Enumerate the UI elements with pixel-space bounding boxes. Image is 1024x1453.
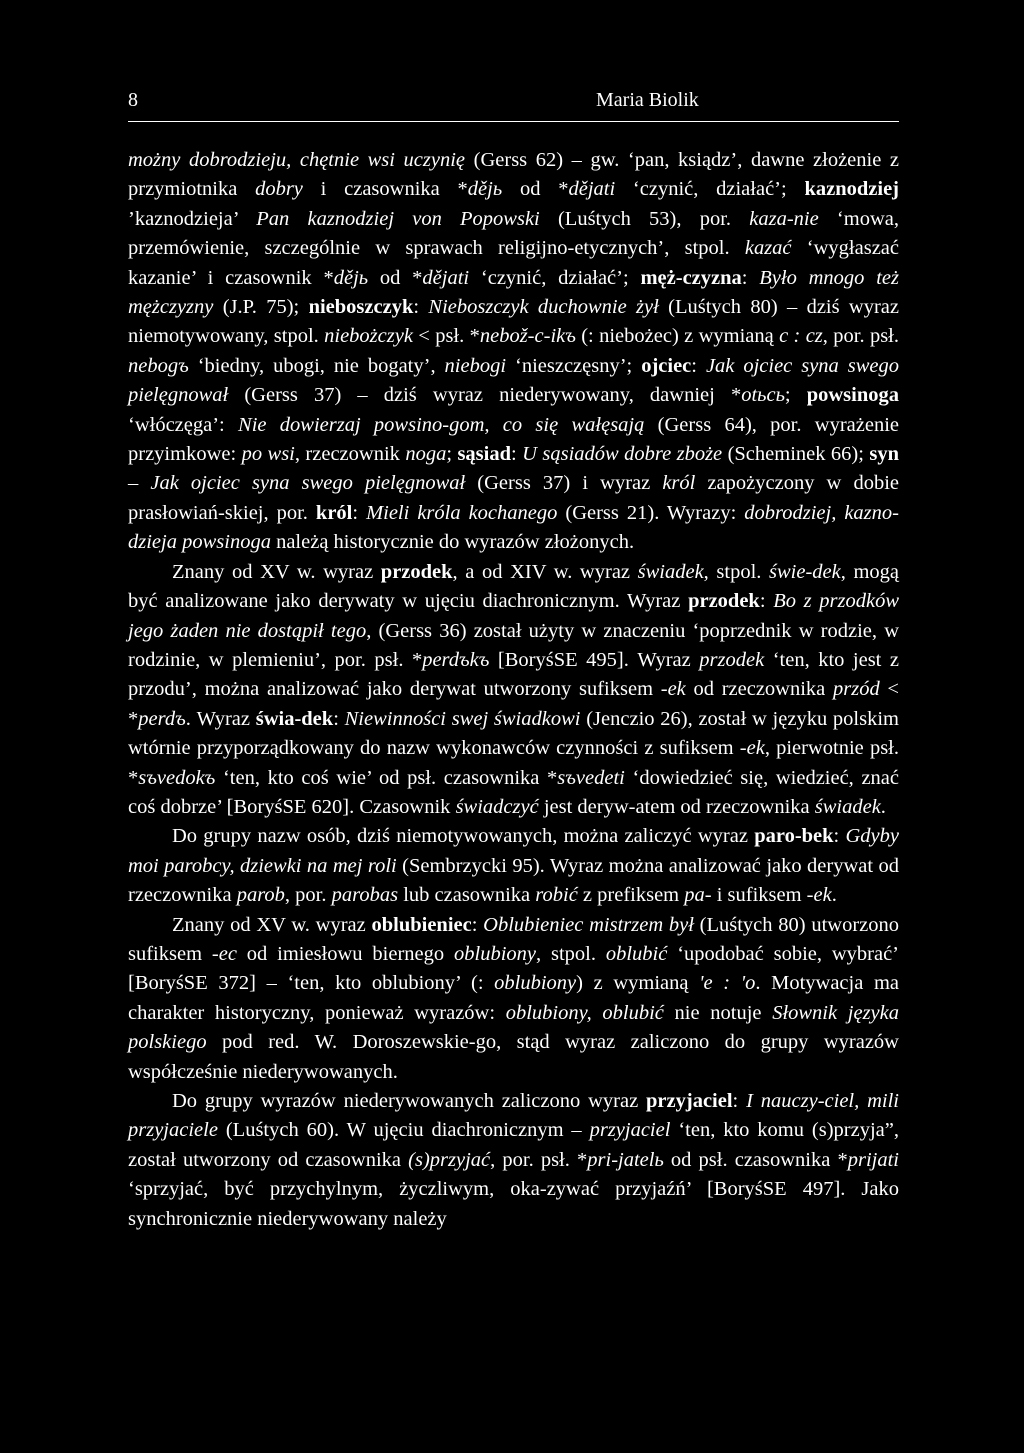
- italic-run: Oblubieniec mistrzem był: [483, 913, 694, 936]
- text-run: :: [511, 443, 523, 466]
- running-head-author: Maria Biolik: [596, 89, 699, 111]
- text-run: . Wyraz: [185, 707, 256, 730]
- text-run: :: [352, 501, 367, 524]
- text-run: :: [333, 707, 345, 730]
- text-run: ‘dowiedzieć się, wiedzieć, znać coś dobrze’ [BoryśSE 620]. Czasownik: [128, 766, 899, 818]
- italic-run: świadczyć: [455, 795, 539, 818]
- italic-run: nebogъ: [128, 354, 189, 377]
- paragraph: [128, 911, 899, 1087]
- text-run: ‘ten, kto komu (s)przyja”, został utworzony od czasownika: [128, 1119, 899, 1171]
- text-run: (Jenczio 26), został w języku polskim wtórnie przyporządkowany do nazw wykonawców czynności z sufiksem: [128, 707, 899, 760]
- italic-run: -ek: [806, 884, 832, 907]
- text-run: Znany od XV w. wyraz: [172, 913, 372, 936]
- bold-run: król: [315, 501, 353, 524]
- italic-run: prijati: [847, 1148, 899, 1171]
- bold-run: nieboszczyk: [308, 296, 414, 319]
- italic-run: Nieboszczyk duchownie żył: [428, 296, 659, 319]
- text-run: (Sembrzycki 95). Wyraz można analizować jako derywat od rzeczownika: [128, 854, 899, 907]
- text-run: lub czasownika: [398, 884, 536, 907]
- italic-run: świadek: [814, 795, 881, 818]
- text-run: (Luśtych 80) – dziś wyraz niemotywowany, stpol.: [128, 296, 899, 348]
- text-run: .: [831, 884, 837, 907]
- italic-run: oblubiony: [494, 972, 577, 995]
- text-run: ‘czynić, działać’;: [615, 178, 805, 201]
- text-run: :: [413, 296, 429, 319]
- italic-run: niebożczyk: [324, 325, 413, 348]
- text-run: :: [759, 590, 774, 613]
- bold-run: przodek: [688, 590, 760, 613]
- text-run: ‘wygłaszać kazanie’ i czasownik *: [128, 237, 899, 289]
- text-run: nie notuje: [663, 1001, 773, 1024]
- text-run: < *: [128, 678, 899, 730]
- text-run: (Gerss 21). Wyrazy:: [557, 501, 745, 524]
- paragraph: [128, 822, 899, 910]
- italic-run: świe-dek: [769, 560, 841, 583]
- text-run: , por. psł. *: [490, 1148, 588, 1171]
- italic-run: -ek: [739, 737, 765, 760]
- text-run: pod red. W. Doroszewskie-go, stąd wyraz zaliczono do grupy wyrazów współcześnie niederywowanych.: [128, 1031, 899, 1083]
- italic-run: dobry: [255, 178, 303, 201]
- italic-run: Niewinności swej świadkowi: [344, 707, 581, 730]
- italic-run: Mieli króla kochanego: [366, 501, 558, 524]
- header-rule: [128, 121, 899, 122]
- text-run: –: [128, 472, 151, 495]
- italic-run: Słownik języka polskiego: [128, 1001, 899, 1054]
- bold-run: sąsiad: [457, 443, 512, 466]
- italic-run: kazać: [744, 237, 792, 260]
- italic-run: nebož-c-ikъ: [479, 325, 576, 348]
- italic-run: robić: [535, 884, 578, 907]
- text-run: .: [880, 795, 886, 818]
- italic-run: możny dobrodzieju, chętnie wsi uczynię: [128, 149, 466, 171]
- text-run: zapożyczony w dobie prasłowiań-skiej, por.: [128, 472, 900, 524]
- italic-run: kaza-nie: [749, 207, 819, 230]
- paragraph: [128, 1087, 899, 1234]
- italic-run: perdъ: [138, 707, 186, 730]
- italic-run: Bo z przodków jego żaden nie dostąpił tego: [128, 590, 900, 642]
- bold-run: powsinoga: [806, 384, 899, 407]
- text-run: (: niebożec) z wymianą: [575, 325, 780, 348]
- italic-run: pa-: [684, 884, 712, 907]
- italic-run: -ec: [211, 942, 237, 965]
- bold-run: kaznodziej: [804, 178, 899, 201]
- italic-run: Było mnogo też mężczyzny: [128, 266, 899, 319]
- italic-run: noga: [405, 443, 447, 466]
- italic-run: świadek: [637, 560, 704, 583]
- italic-run: I nauczy-ciel, mili przyjaciele: [128, 1090, 899, 1142]
- bold-run: przodek: [380, 560, 453, 583]
- italic-run: przód: [833, 678, 880, 701]
- text-run: od psł. czasownika *: [663, 1148, 848, 1171]
- bold-run: paro-bek: [754, 825, 834, 848]
- text-run: (Luśtych 53), por.: [539, 207, 750, 230]
- body-text: [128, 146, 899, 1234]
- text-run: ‘biedny, ubogi, nie bogaty’,: [188, 354, 445, 377]
- italic-run: przyjaciel: [589, 1119, 671, 1142]
- text-run: . Motywacja ma charakter historyczny, ponieważ wyrazów:: [128, 972, 899, 1024]
- italic-run: Gdyby moi parobcy, dziewki na mej roli: [128, 825, 900, 877]
- text-run: , a od XIV w. wyraz: [452, 560, 638, 583]
- text-run: (Gerss 64), por. wyrażenie przyimkowe:: [128, 413, 899, 466]
- bold-run: męż-czyzna: [640, 266, 742, 289]
- text-run: Znany od XV w. wyraz: [172, 560, 381, 583]
- italic-run: c : cz: [779, 325, 823, 348]
- text-run: od imiesłowu biernego: [236, 942, 454, 965]
- paragraph: [128, 558, 899, 823]
- text-run: i czasownika *: [302, 178, 468, 201]
- italic-run: dějь: [333, 266, 369, 289]
- italic-run: król: [662, 472, 696, 495]
- text-run: (Luśtych 60). W ujęciu diachronicznym –: [217, 1119, 590, 1142]
- text-run: jest deryw-atem od rzeczownika: [538, 795, 815, 818]
- text-run: należą historycznie do wyrazów złożonych.: [270, 531, 635, 554]
- text-run: z prefiksem: [577, 884, 685, 907]
- italic-run: dějati: [568, 178, 616, 201]
- italic-run: Nie dowierzaj powsino-gom, co się wałęsają: [238, 413, 645, 436]
- text-run: ‘czynić, działać’;: [469, 266, 641, 289]
- text-run: :: [471, 913, 484, 936]
- text-run: ;: [446, 443, 458, 466]
- italic-run: pri-jatelь: [587, 1148, 664, 1171]
- text-run: , (Gerss 36) został użyty w znaczeniu ‘poprzednik w rodzie, w rodzinie, w plemieniu’, por. psł. *: [128, 619, 899, 671]
- text-run: :: [691, 354, 706, 377]
- text-run: (J.P. 75);: [213, 296, 309, 319]
- text-run: :: [741, 266, 760, 289]
- text-run: , pierwotnie psł. *: [128, 737, 899, 789]
- italic-run: dějь: [467, 178, 503, 201]
- italic-run: oblubiony, oblubić: [505, 1001, 664, 1024]
- text-run: ’kaznodzieja’: [128, 207, 257, 230]
- text-run: , por.: [284, 884, 332, 907]
- text-run: (Gerss 62) – gw. ‘pan, ksiądz’, dawne złożenie z przymiotnika: [128, 149, 900, 201]
- text-run: i sufiksem: [711, 884, 807, 907]
- italic-run: Jak ojciec syna swego pielęgnował: [150, 472, 466, 495]
- text-run: ‘sprzyjać, być przychylnym, życzliwym, oka-zywać przyjaźń’ [BoryśSE 497]. Jako synchronicznie niederywowany należy: [128, 1178, 899, 1230]
- italic-run: 'e : 'o: [699, 972, 756, 995]
- text-run: :: [833, 825, 846, 848]
- italic-run: oblubiony: [454, 942, 536, 965]
- text-run: < psł. *: [412, 325, 480, 348]
- text-run: , stpol.: [536, 942, 606, 965]
- bold-run: świa-dek: [255, 707, 334, 730]
- text-run: ;: [784, 384, 807, 407]
- text-run: Do grupy nazw osób, dziś niemotywowanych, można zaliczyć wyraz: [172, 825, 755, 848]
- text-run: (Scheminek 66);: [722, 443, 870, 466]
- italic-run: po wsi: [241, 443, 295, 466]
- italic-run: Jak ojciec syna swego pielęgnował: [128, 354, 900, 407]
- italic-run: sъvedeti: [557, 766, 625, 789]
- text-run: ‘upodobać sobie, wybrać’ [BoryśSE 372] – ‘ten, kto oblubiony’ (:: [128, 942, 899, 995]
- italic-run: -ek: [660, 678, 686, 701]
- text-run: od *: [368, 266, 423, 289]
- bold-run: syn: [869, 443, 899, 466]
- text-run: (Gerss 37) i wyraz: [465, 472, 663, 495]
- italic-run: dobrodziej, kazno-dzieja powsinoga: [128, 501, 899, 554]
- bold-run: ojciec: [641, 354, 692, 377]
- italic-run: (s)przyjać: [408, 1148, 491, 1171]
- italic-run: U sąsiadów dobre zboże: [522, 443, 723, 466]
- running-head: [128, 89, 898, 115]
- italic-run: sъvedokъ: [138, 766, 216, 789]
- italic-run: Pan kaznodziej von Popowski: [256, 207, 540, 230]
- italic-run: parobas: [331, 884, 399, 907]
- text-run: , rzeczownik: [294, 443, 406, 466]
- bold-run: przyjaciel: [646, 1090, 733, 1112]
- italic-run: oblubić: [605, 942, 668, 965]
- italic-run: parob: [236, 884, 285, 907]
- page-number: 8: [128, 89, 138, 111]
- paragraph: [128, 146, 899, 558]
- text-run: [BoryśSE 495]. Wyraz: [489, 648, 700, 671]
- text-run: od rzeczownika: [685, 678, 833, 701]
- text-run: od *: [502, 178, 569, 201]
- text-run: , stpol.: [703, 560, 769, 583]
- text-run: (Gerss 37) – dziś wyraz niederywowany, dawniej *: [228, 384, 742, 407]
- text-run: ) z wymianą: [576, 972, 700, 995]
- text-run: (Luśtych 80) utworzono sufiksem: [128, 913, 900, 965]
- italic-run: dějati: [422, 266, 470, 289]
- italic-run: niebogi: [444, 354, 507, 377]
- italic-run: otьcь: [741, 384, 785, 407]
- text-run: , por. psł.: [822, 325, 899, 348]
- text-run: ‘mowa, przemówienie, szczególnie w sprawach religijno-etycznych’, stpol.: [128, 207, 899, 260]
- text-run: , mogą być analizowane jako derywaty w ujęciu diachronicznym. Wyraz: [128, 560, 900, 613]
- text-run: ‘włóczęga’:: [128, 413, 239, 436]
- italic-run: przodek: [699, 648, 765, 671]
- text-run: ‘ten, kto coś wie’ od psł. czasownika *: [215, 766, 558, 789]
- bold-run: oblubieniec: [371, 913, 472, 936]
- italic-run: perdъkъ: [422, 648, 490, 671]
- text-run: :: [732, 1090, 747, 1112]
- text-run: ‘nieszczęsny’;: [506, 354, 642, 377]
- text-run: Do grupy wyrazów niederywowanych zaliczono wyraz: [172, 1090, 647, 1112]
- text-run: ‘ten, kto jest z przodu’, można analizować jako derywat utworzony sufiksem: [128, 648, 899, 701]
